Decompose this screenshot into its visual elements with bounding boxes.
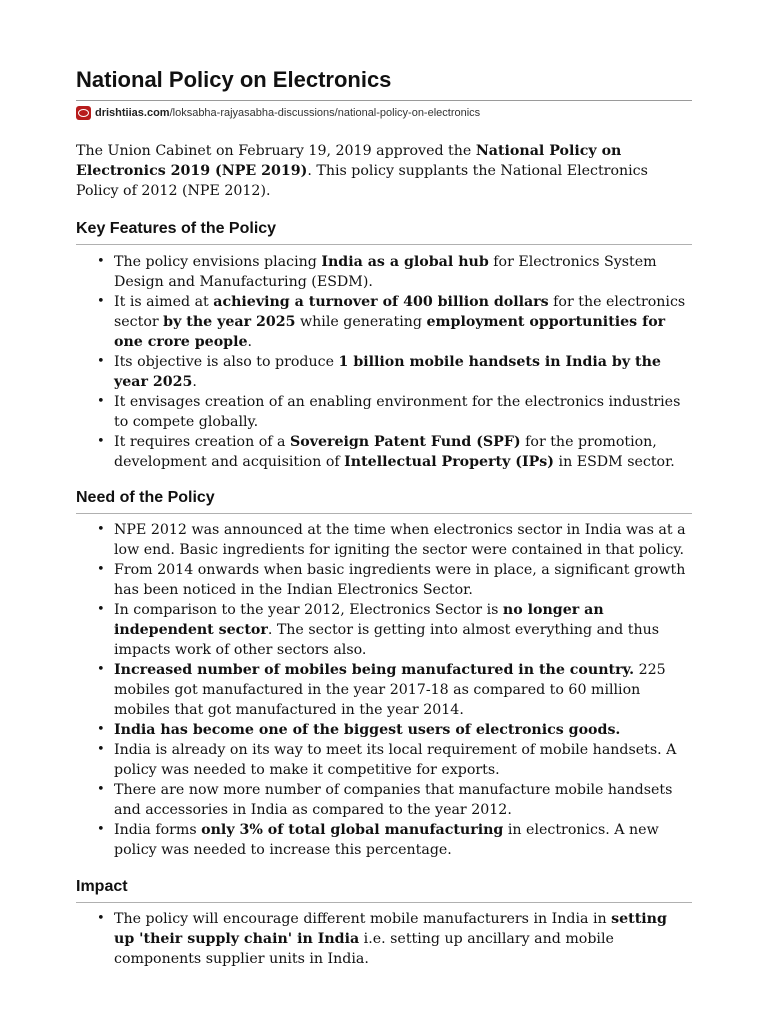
source-path: /loksabha-rajyasabha-discussions/national-policy-on-electronics: [169, 107, 481, 119]
source-link[interactable]: [76, 105, 480, 121]
impact-list: [76, 909, 692, 969]
emphasis-text: Intellectual Property (IPs): [344, 454, 555, 470]
emphasis-text: National Policy on Electronics 2019 (NPE 2019): [76, 143, 622, 179]
key-features-list: [76, 252, 692, 472]
bullet-item: • Increased number of mobiles being manufactured in the country. 225 mobiles got manufactured in the year 2017-18 as compared to 60 million mobiles that got manufactured in the year 2014.: [114, 660, 692, 720]
emphasis-text: India has become one of the biggest users of electronics goods.: [114, 722, 621, 738]
emphasis-text: only 3% of total global manufacturing: [201, 822, 504, 838]
heading-impact: Impact: [76, 878, 128, 895]
emphasis-text: no longer an independent sector: [114, 602, 604, 638]
need-of-policy-list: [76, 520, 692, 860]
drishti-logo-icon: [76, 106, 91, 120]
page-title: National Policy on Electronics: [76, 67, 392, 92]
bullet-item: • It envisages creation of an enabling environment for the electronics industries to compete globally.: [114, 392, 692, 432]
emphasis-text: 1 billion mobile handsets in India by the year 2025: [114, 354, 661, 390]
emphasis-text: Sovereign Patent Fund (SPF): [290, 434, 521, 450]
emphasis-text: achieving a turnover of 400 billion dollars: [213, 294, 549, 310]
bullet-item: • NPE 2012 was announced at the time when electronics sector in India was at a low end. Basic ingredients for igniting the sector were contained in that policy.: [114, 520, 692, 560]
bullet-item: • From 2014 onwards when basic ingredients were in place, a significant growth has been noticed in the Indian Electronics Sector.: [114, 560, 692, 600]
emphasis-text: India as a global hub: [321, 254, 489, 270]
source-domain: drishtiias.com: [95, 107, 170, 119]
bullet-item: • Its objective is also to produce 1 billion mobile handsets in India by the year 2025.: [114, 352, 692, 392]
heading-key-features: Key Features of the Policy: [76, 220, 277, 237]
emphasis-text: setting up 'their supply chain' in India: [114, 911, 667, 947]
emphasis-text: Increased number of mobiles being manufactured in the country.: [114, 662, 635, 678]
bullet-item: • It is aimed at achieving a turnover of 400 billion dollars for the electronics sector by the year 2025 while generating employment opportunities for one crore people.: [114, 292, 692, 352]
bullet-item: • It requires creation of a Sovereign Patent Fund (SPF) for the promotion, development and acquisition of Intellectual Property (IPs) in ESDM sector.: [114, 432, 692, 472]
emphasis-text: by the year 2025: [163, 314, 296, 330]
bullet-item: • India is already on its way to meet its local requirement of mobile handsets. A policy was needed to make it competitive for exports.: [114, 740, 692, 780]
bullet-item: • The policy will encourage different mobile manufacturers in India in setting up 'their supply chain' in India i.e. setting up ancillary and mobile components supplier units in India.: [114, 909, 692, 969]
intro-paragraph: The Union Cabinet on February 19, 2019 approved the National Policy on Electronics 2019 (NPE 2019). This policy supplants the National Electronics Policy of 2012 (NPE 2012).: [76, 143, 648, 199]
heading-need-of-policy: Need of the Policy: [76, 489, 215, 506]
title-divider: [76, 100, 692, 101]
heading-divider: [76, 513, 692, 514]
heading-divider: [76, 244, 692, 245]
bullet-item: • In comparison to the year 2012, Electronics Sector is no longer an independent sector. The sector is getting into almost everything and thus impacts work of other sectors also.: [114, 600, 692, 660]
bullet-item: [114, 720, 692, 740]
bullet-item: • India forms only 3% of total global manufacturing in electronics. A new policy was needed to increase this percentage.: [114, 820, 692, 860]
heading-divider: [76, 902, 692, 903]
bullet-item: • The policy envisions placing India as a global hub for Electronics System Design and Manufacturing (ESDM).: [114, 252, 692, 292]
emphasis-text: employment opportunities for one crore people: [114, 314, 666, 350]
bullet-item: • There are now more number of companies that manufacture mobile handsets and accessories in India as compared to the year 2012.: [114, 780, 692, 820]
